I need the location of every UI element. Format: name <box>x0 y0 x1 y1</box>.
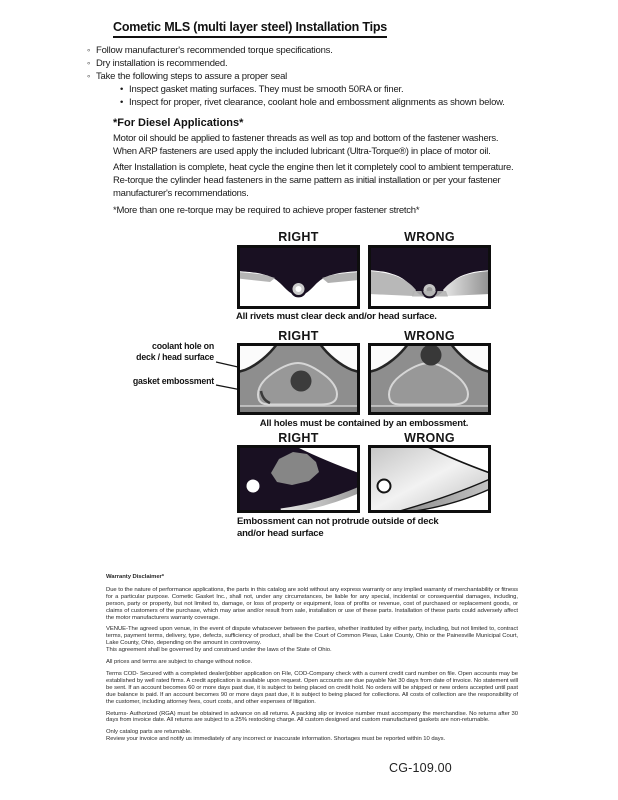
legal-paragraph: Only catalog parts are returnable. <box>106 729 192 736</box>
row3-caption-line1: Embossment can not protrude outside of deck <box>237 516 439 527</box>
open-bullet-icon: ◦ <box>87 45 91 56</box>
legal-paragraph: Terms COD- Secured with a completed dealer/jobber application on File, COD-Company check with a current credit card number on file. Open accounts may be established by well rated firms. A credit application is available upon request. Open accounts are due payable Net 30 days from date of invoice. No statement will be sent. If an account becomes 60 or more days past due, it is subject to being placed on credit hold. No orders will be shipped or new orders accepted until past due balance is paid. If an account becomes 90 or more days past due, it is subject to being placed for collections. All costs of collection are the responsibility of the customer, including attorney fees, court costs, and other expenses of litigation. <box>106 670 518 705</box>
diagram-row1-wrong <box>368 245 491 309</box>
diesel-paragraph-1: Motor oil should be applied to fastener threads as well as top and bottom of the fastener washers. When ARP fasteners are used apply the included lubricant (Ultra-Torque®) in place of motor oil. <box>113 133 499 158</box>
page-title: Cometic MLS (multi layer steel) Installation Tips <box>113 20 387 38</box>
row1-wrong-label: WRONG <box>404 230 455 244</box>
legal-paragraph: All prices and terms are subject to change without notice. <box>106 659 253 666</box>
annotation-gasket-embossment: gasket embossment <box>132 376 214 386</box>
open-bullet-icon: ◦ <box>87 71 91 82</box>
tip-text: Inspect gasket mating surfaces. They must be smooth 50RA or finer. <box>129 84 404 95</box>
diesel-heading: *For Diesel Applications* <box>113 117 244 129</box>
sub-list-item <box>87 83 532 96</box>
sub-list-item <box>87 96 532 109</box>
warranty-heading: Warranty Disclaimer* <box>106 574 165 580</box>
legal-paragraph: Due to the nature of performance applications, the parts in this catalog are sold without any express warranty or any implied warranty of merchantability or fitness for a particular purpose. Cometic Gasket Inc., shall not, under any circumstances, be liable for any special, incidental or consequential damages, including, person, party or property, but not limited to, damage, or loss of property or equipment, loss of profits or revenue, cost of purchased or replacement goods, or claims of customers of the purchase, which may arise and/or result from sale, installation or use of these parts. Installation of these parts could adversely affect the motor manufacturers warranty coverage. <box>106 586 518 621</box>
tips-list <box>87 44 532 109</box>
list-item <box>87 57 532 70</box>
diagram-row3-right <box>237 445 360 513</box>
row2-caption: All holes must be contained by an embossment. <box>259 418 469 429</box>
row2-wrong-label: WRONG <box>404 329 455 343</box>
legal-paragraph: VENUE-The agreed upon venue, in the event of dispute whatsoever between the parties, whether instituted by either party, including, but not limited to, contract terms, payment terms, delivery, type, defects, sufficiency of product, shall be the Court of Common Pleas, Lake County, Ohio or the Painesville Municipal Court, Lake County, Ohio, depending on the amount in controversy. <box>106 626 518 647</box>
tip-text: Take the following steps to assure a proper seal <box>96 71 288 82</box>
page-code: CG-109.00 <box>389 761 452 775</box>
solid-bullet-icon: • <box>120 84 124 95</box>
warranty-disclaimer <box>106 574 518 748</box>
retorque-note: *More than one re-torque may be required to achieve proper fastener stretch* <box>113 205 420 216</box>
legal-paragraph: This agreement shall be governed by and construed under the laws of the State of Ohio. <box>106 647 332 654</box>
tip-text: Dry installation is recommended. <box>96 58 228 69</box>
annotation-coolant-hole: deck / head surface <box>136 352 214 362</box>
tip-text: Inspect for proper, rivet clearance, coolant hole and embossment alignments as shown below. <box>129 97 505 108</box>
row3-right-label: RIGHT <box>278 431 319 445</box>
legal-paragraph: Review your invoice and notify us immediately of any incorrect or inaccurate information. Shortages must be reported within 10 days. <box>106 736 446 743</box>
annotation-coolant-hole: coolant hole on <box>152 341 214 351</box>
tip-text: Follow manufacturer's recommended torque specifications. <box>96 45 333 56</box>
diagram-row1-right <box>237 245 360 309</box>
row3-caption-line2: and/or head surface <box>237 528 324 539</box>
solid-bullet-icon: • <box>120 97 124 108</box>
diagram-row3-wrong <box>368 445 491 513</box>
row2-right-label: RIGHT <box>278 329 319 343</box>
legal-paragraph: Returns- Authorized (RGA) must be obtained in advance on all returns. A packing slip or invoice number must accompany the merchandise. No returns after 30 days from invoice date. All returns are subject to a 25% restocking charge. All custom designed and custom manufactured gaskets are non-returnable. <box>106 710 518 724</box>
list-item <box>87 44 532 57</box>
list-item <box>87 70 532 83</box>
open-bullet-icon: ◦ <box>87 58 91 69</box>
diesel-paragraph-2: After Installation is complete, heat cycle the engine then let it completely cool to ambient temperature. Re-torque the cylinder head fasteners in the same pattern as initial installation or per your fastener manufacturer's recommendations. <box>113 162 514 200</box>
row1-right-label: RIGHT <box>278 230 319 244</box>
diagram-row2-wrong <box>368 343 491 415</box>
diagram-row2-right <box>237 343 360 415</box>
row1-caption: All rivets must clear deck and/or head surface. <box>236 311 437 322</box>
row3-wrong-label: WRONG <box>404 431 455 445</box>
